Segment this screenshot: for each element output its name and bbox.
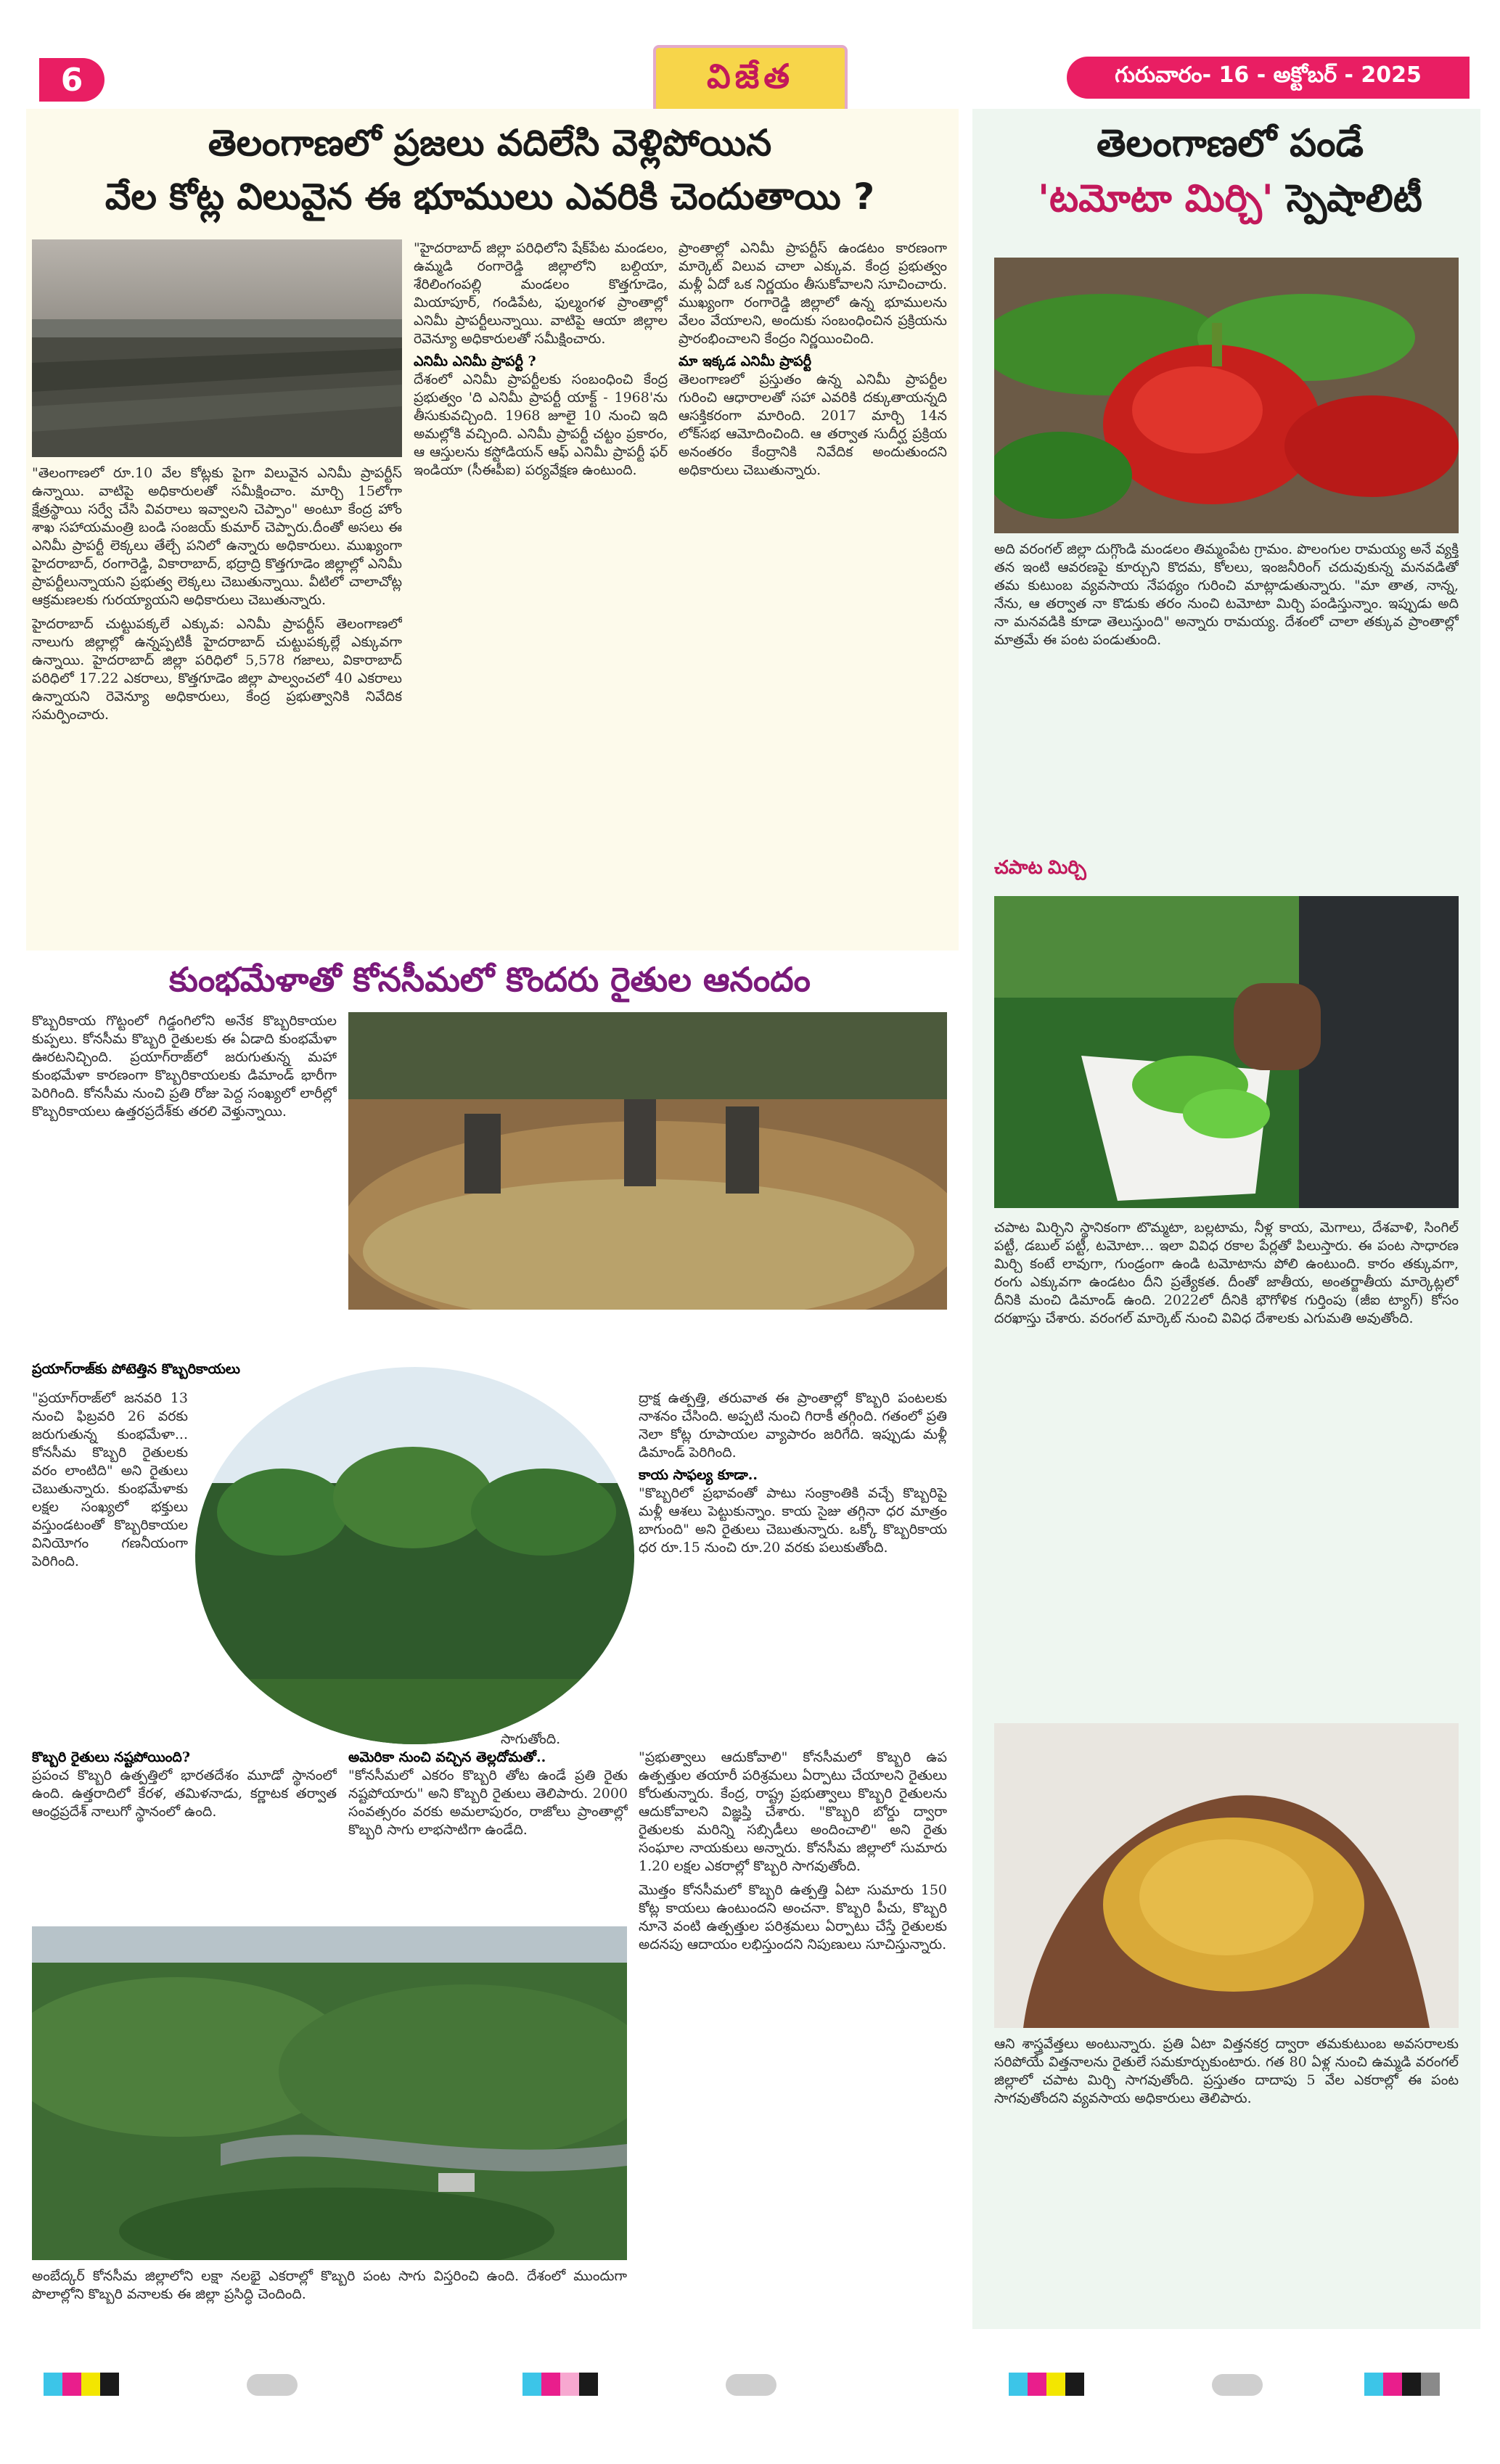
land-col3-subhead: మా ఇక్కడ ఎనిమీ ప్రాపర్టీ [679,353,812,369]
story-land-headline [29,116,951,223]
land-col3-text: ప్రాంతాల్లో ఎనిమీ ప్రాపర్టీస్ ఉండటం కారణంగా మార్కెట్ విలువ చాలా ఎక్కువ. కేంద్ర ప్రభుత్వం మళ్లీ ఏదో ఒక నిర్ణయం తీసుకోవాలని సూచించారు. ముఖ్యంగా రంగారెడ్డి జిల్లాలో ఉన్న భూములను వేలం వేయాలని, అందుకు సంబంధించిన ప్రక్రియను ప్రారంభించాలని కేంద్రం నిర్ణయించింది. [679,240,947,347]
registration-pill-3 [1212,2374,1263,2396]
land-col3b-text: తెలంగాణలో ప్రస్తుతం ఉన్న ఎనిమీ ప్రాపర్టీల గురించి ఆధారాలతో సహా ఎవరికి దక్కుతాయన్నది ఆసక్తికరంగా మారింది. 2017 మార్చి 14న లోక్‌సభ ఆమోదించింది. ఆ తర్వాత సుదీర్ఘ ప్రక్రియ అనంతరం కేంద్రానికి నివేదిక అందుతుందని అధికారులు చెబుతున్నారు. [679,371,947,478]
kumbh-col1-subhead: ప్రయాగ్‌రాజ్‌కు పోటెత్తిన కొబ్బరికాయలు [32,1361,240,1377]
land-col1 [32,464,402,943]
tomato-para3: ఆని శాస్త్రవేత్తలు అంటున్నారు. ప్రతి ఏటా విత్తనకర్ర ద్వారా తమకుటుంబ అవసరాలకు సరిపోయే విత్తనాలను రైతులే సమకూర్చుకుంటారు. గత 80 ఏళ్ల నుంచి ఉమ్మడి వరంగల్ జిల్లాలో చపాట మిర్చి సాగవుతోంది. ప్రస్తుతం దాదాపు 5 వేల ఎకరాల్లో ఈ పంట సాగవుతోందని వ్యవసాయ అధికారులు తెలిపారు. [994,2036,1459,2106]
kumbh-col3b-text: మొత్తం కోనసీమలో కొబ్బరి ఉత్పత్తి ఏటా సుమారు 150 కోట్ల కాయలు ఉంటుందని అంచనా. కొబ్బరి పీచు, కొబ్బరి నూనె వంటి ఉత్పత్తుల పరిశ్రమలు ఏర్పాటు చేస్తే రైతులకు అదనపు ఆదాయం లభిస్తుందని నిపుణులు సూచిస్తున్నారు. [639,1882,947,1952]
registration-pill-2 [726,2374,776,2396]
kumbh-col2-subhead2: అమెరికా నుంచి వచ్చిన తెల్లదోమతో.. [348,1749,546,1765]
land-col2-subhead: ఎనిమీ ఎనిమీ ప్రాపర్టీ ? [414,353,536,369]
kumbh-col3 [639,1749,947,2322]
tomato-byline: చపాట మిర్చి [994,856,1086,878]
land-col2-text: "హైదరాబాద్ జిల్లా పరిధిలోని షేక్‌పేట మండలం, ఉమ్మడి రంగారెడ్డి జిల్లాలోని బల్దియా, శేరిలింగంపల్లి మండలం కొత్తగూడెం, మియాపూర్, గండిపేట, ఫుల్మంగళ ప్రాంతాల్లో ఎనిమీ ప్రాపర్టీలున్నాయి. వాటిపై ఆయా జిల్లాల రెవెన్యూ అధికారులతో సమీక్షించారు. [414,240,668,347]
kumbh-col2c [348,1749,628,1915]
registration-mark-3 [1009,2373,1084,2396]
kumbh-col3-text: "ప్రభుత్వాలు ఆదుకోవాలి" కోనసీమలో కొబ్బరి ఉప ఉత్పత్తుల తయారీ పరిశ్రమలు ఏర్పాటు చేయాలని రైతులు కోరుతున్నారు. కేంద్ర, రాష్ట్ర ప్రభుత్వాలు కొబ్బరి రైతులను ఆదుకోవాలని విజ్ఞప్తి చేశారు. "కొబ్బరి బోర్డు ద్వారా రైతులకు మరిన్ని సబ్సిడీలు అందించాలి" అని రైతు సంఘాల నాయకులు అన్నారు. కోనసీమ జిల్లాలో సుమారు 1.20 లక్షల ఎకరాల్లో కొబ్బరి సాగవుతోంది. [639,1749,947,1874]
land-col2 [414,239,668,943]
drone-photo-caption: అంబేద్కర్ కోనసీమ జిల్లాలోని లక్షా నలభై ఎకరాల్లో కొబ్బరి పంట సాగు విస్తరించి ఉంది. దేశంలో ముందుగా పొలాల్లోని కొబ్బరి వనాలకు ఈ జిల్లా ప్రసిద్ధి చెందింది. [32,2268,627,2302]
registration-mark-2 [522,2373,598,2396]
konaseema-drone-photo [32,1926,627,2260]
headline-line-2: వేల కోట్ల విలువైన ఈ భూములు ఎవరికి చెందుతాయి ? [104,176,875,218]
date-band: గురువారం- 16 - అక్టోబర్ - 2025 [1067,57,1470,99]
newspaper-logo: విజేత [653,45,848,116]
page-number: 6 [39,58,104,102]
story-kumbh-headline: కుంభమేళాతో కోనసీమలో కొందరు రైతుల ఆనందం [169,960,811,999]
kumbh-col2-text: ద్రాక్ష ఉత్పత్తి, తరువాత ఈ ప్రాంతాల్లో కొబ్బరి పంటలకు నాశనం చేసింది. అప్పటి నుంచి గిరాకీ తగ్గింది. గతంలో ప్రతి నెలా కోట్ల రూపాయల వ్యాపారం జరిగేది. ఇప్పుడు మళ్లీ డిమాండ్ పెరిగింది. [639,1390,947,1461]
headline-line-1: తెలంగాణలో ప్రజలు వదిలేసి వెళ్లిపోయిన [208,122,772,164]
kumbh-col1c-text: ప్రపంచ కొబ్బరి ఉత్పత్తిలో భారతదేశం మూడో స్థానంలో ఉంది. ఉత్తరాదిలో కేరళ, తమిళనాడు, కర్ణాటక తర్వాత ఆంధ్రప్రదేశ్ నాలుగో స్థానంలో ఉంది. [32,1767,337,1820]
kumbh-circle-caption: సాగుతోంది. [501,1731,561,1747]
chilli-harvest-photo [994,896,1459,1208]
tomato-headline-line-1: తెలంగాణలో పండే [1097,122,1364,165]
kumbh-col1b-text: "ప్రయాగ్‌రాజ్‌లో జనవరి 13 నుంచి ఫిబ్రవరి 26 వరకు జరుగుతున్న కుంభమేళా... కోనసీమ కొబ్బరి రైతులకు వరం లాంటిది" అని రైతులు చెబుతున్నారు. కుంభమేళాకు లక్షల సంఖ్యలో భక్తులు వస్తుండటంతో కొబ్బరికాయల వినియోగం గణనీయంగా పెరిగింది. [32,1390,188,1569]
tomato-para1: అది వరంగల్ జిల్లా దుగ్గొండి మండలం తిమ్మంపేట గ్రామం. పొలంగుల రామయ్య అనే వ్యక్తి తన ఇంటి ఆవరణపై కూర్చుని కొదమ, కోలలు, ఇంజనీరింగ్ చదువుకున్న మనవడితో తమ కుటుంబ వ్యవసాయ నేపథ్యం గురించి మాట్లాడుతున్నారు. "మా తాత, నాన్న, నేను, ఆ తర్వాత నా కొడుకు తరం నుంచి టమోటా మిర్చి పండిస్తున్నాం. ఇప్పుడు అది నా మనవడికి కూడా తెలుస్తుంది" అన్నారు రామయ్య. దేశంలో చాలా తక్కువ ప్రాంతాల్లో మాత్రమే ఈ పంట పండుతుంది. [994,541,1459,648]
kumbh-col2c-text: "కోనసీమలో ఎకరం కొబ్బరి తోట ఉండే ప్రతి రైతు నష్టపోయారు" అని కొబ్బరి రైతులు తెలిపారు. 2000 సంవత్సరం వరకు అమలాపురం, రాజోలు ప్రాంతాల్లో కొబ్బరి సాగు లాభసాటిగా ఉండేది. [348,1767,628,1838]
kumbh-col1c [32,1749,337,1915]
kumbh-col2 [639,1389,947,1738]
tomato-chilli-photo [994,258,1459,533]
story-tomato-headline [987,116,1473,226]
kumbh-col1-subhead2: కొబ్బరి రైతులు నష్టపోయింది? [32,1749,190,1765]
land-col2b-text: దేశంలో ఎనిమీ ప్రాపర్టీలకు సంబంధించి కేంద్ర ప్రభుత్వం 'ది ఎనిమీ ప్రాపర్టీ యాక్ట్ - 1968'ను తీసుకువచ్చింది. 1968 జూలై 10 నుంచి ఇది అమల్లోకి వచ్చింది. ఎనిమీ ప్రాపర్టీ చట్టం ప్రకారం, ఆ ఆస్తులను కస్టోడియన్ ఆఫ్ ఎనిమీ ప్రాపర్టీ ఫర్ ఇండియా (సీఈపీఐ) పర్యవేక్షణ ఉంటుంది. [414,371,668,478]
registration-mark-1 [44,2373,119,2396]
kumbh-col2-subhead: కాయ సాఫల్య కూడా.. [639,1467,758,1483]
chilli-seeds-photo [994,1723,1459,2028]
tomato-headline-rest: స్పెషాలిటీ [1286,177,1422,221]
coconut-grove-circle-photo [192,1364,637,1747]
registration-pill-1 [247,2374,298,2396]
land-col3 [679,239,947,943]
land-col1-text: "తెలంగాణలో రూ.10 వేల కోట్లకు పైగా విలువైన ఎనిమీ ప్రాపర్టీస్ ఉన్నాయి. వాటిపై అధికారులతో సమీక్షించాం. మార్చి 15లోగా క్షేత్రస్థాయి సర్వే చేసి వివరాలు ఇవ్వాలని చెప్పాం" అంటూ కేంద్ర హోం శాఖ సహాయమంత్రి బండి సంజయ్ కుమార్ చెప్పారు.దీంతో అసలు ఈ ఎనిమీ ప్రాపర్టీ లెక్కలు తేల్చే పనిలో ఉన్నారు అధికారులు. ముఖ్యంగా హైదరాబాద్, రంగారెడ్డి, వికారాబాద్, భద్రాద్రి కొత్తగూడెం జిల్లాల్లో ఎనిమీ ప్రాపర్టీలున్నాయని ప్రభుత్వ లెక్కలు చెబుతున్నాయి. వీటిలో చాలాచోట్ల ఆక్రమణలకు గురయ్యాయని అధికారులు చెబుతున్నారు. [32,465,402,608]
tomato-headline-quote: 'టమోటా మిర్చి' [1038,177,1274,221]
coconut-yard-photo [348,1012,947,1310]
kumbh-col2b-text: "కొబ్బరిలో ప్రభావంతో పాటు సంక్రాంతికి వచ్చే కొబ్బరిపై మళ్లీ ఆశలు పెట్టుకున్నాం. కాయ సైజు తగ్గినా ధర మాత్రం బాగుంది" అని రైతులు చెబుతున్నారు. ఒక్కో కొబ్బరికాయ ధర రూ.15 నుంచి రూ.20 వరకు పలుకుతోంది. [639,1485,947,1556]
kumbh-col1: కొబ్బరికాయ గొట్టంలో గిడ్డంగిలోని అనేక కొబ్బరికాయల కుప్పలు. కోనసీమ కొబ్బరి రైతులకు ఈ ఏడాది కుంభమేళా ఊరటనిచ్చింది. ప్రయాగ్‌రాజ్‌లో జరుగుతున్న మహా కుంభమేళా కారణంగా కొబ్బరికాయలకు డిమాండ్ భారీగా పెరిగింది. కోనసీమ నుంచి ప్రతి రోజు పెద్ద సంఖ్యలో లారీల్లో కొబ్బరికాయలు ఉత్తరప్రదేశ్‌కు తరలి వెళ్తున్నాయి. [32,1013,337,1120]
tomato-para2: చపాట మిర్చిని స్థానికంగా టొమ్మటా, బల్లటామ, నీళ్ల కాయ, మెగాలు, దేశవాళి, సింగిల్ పట్టీ, డబుల్ పట్టీ, టమోటా... ఇలా వివిధ రకాల పేర్లతో పిలుస్తారు. ఈ పంట సాధారణ మిర్చి కంటే లావుగా, గుండ్రంగా ఉండి టమోటాను పోలి ఉంటుంది. కారం తక్కువగా, రంగు ఎక్కువగా ఉండటం దీని ప్రత్యేకత. దీంతో జాతీయ, అంతర్జాతీయ మార్కెట్లలో దీనికి మంచి డిమాండ్ ఉంది. 2022లో దీనికి భౌగోళిక గుర్తింపు (జీఐ ట్యాగ్) కోసం దరఖాస్తు చేశారు. వరంగల్ మార్కెట్ నుంచి వివిధ దేశాలకు ఎగుమతి అవుతోంది. [994,1220,1459,1326]
land-col1b-text: హైదరాబాద్ చుట్టుపక్కలే ఎక్కువ: ఎనిమీ ప్రాపర్టీస్ తెలంగాణలో నాలుగు జిల్లాల్లో ఉన్నప్పటికీ హైదరాబాద్ చుట్టుపక్కల్లే ఎక్కువగా ఉన్నాయి. హైదరాబాద్ జిల్లా పరిధిలో 5,578 గజాలు, వికారాబాద్ పరిధిలో 17.22 ఎకరాలు, కొత్తగూడెం జిల్లా పాల్వంచలో 40 ఎకరాలు ఉన్నాయని రెవెన్యూ అధికారులు, కేంద్ర ప్రభుత్వానికి నివేదిక సమర్పించారు. [32,616,402,723]
registration-mark-4 [1364,2373,1440,2396]
land-photo [32,239,402,457]
